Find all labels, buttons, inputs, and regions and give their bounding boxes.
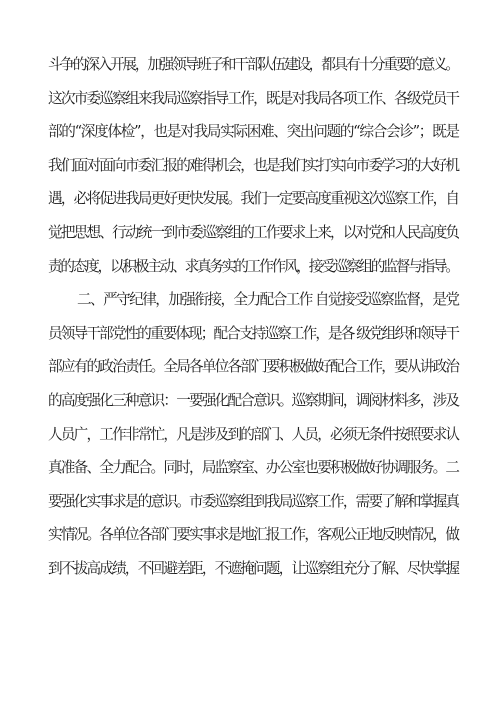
text-line: 遇，必将促进我局更好更快发展。我们一定要高度重视这次巡察工作，自 bbox=[48, 190, 459, 208]
text-line: 部的“深度体检”，也是对我局实际困难、突出问题的“综合会诊”；既是 bbox=[48, 123, 459, 141]
text-line: 二、严守纪律，加强衔接，全力配合工作 自觉接受巡察监督，是党 bbox=[77, 291, 459, 309]
text-line: 这次市委巡察组来我局巡察指导工作，既是对我局各项工作、各级党员干 bbox=[48, 89, 459, 107]
text-line: 实情况。各单位各部门要实事求是地汇报工作，客观公正地反映情况，做 bbox=[48, 526, 459, 544]
text-line: 责的态度，以积极主动、求真务实的工作作风，接受巡察组的监督与指导。 bbox=[48, 257, 458, 275]
text-line: 员领导干部党性的重要体现；配合支持巡察工作，是各 级党组织和领导干 bbox=[48, 324, 459, 342]
body-text bbox=[48, 56, 460, 594]
text-line: 人员广，工作非常忙，凡是涉及到的部门、人员，必须无条件按照要求认 bbox=[48, 425, 459, 443]
text-line: 我们面对面向市委汇报的难得机会，也是我们实打实向市委学习的大好机 bbox=[48, 156, 459, 174]
text-line: 部应有的政治责任。全局各单位各部门要积极做好配合工作，要从讲政治 bbox=[48, 358, 459, 376]
text-line: 的高度强化三种意识：一要强化配合意识。巡察期间，调阅材料多，涉及 bbox=[48, 391, 459, 409]
text-line: 斗争的深入开展，加强领导班子和干部队伍建设，都具有十分重要的意义。 bbox=[48, 56, 458, 73]
text-line: 真准备、全力配合。同时，局监察室、办公室也要积极做好协调服务。二 bbox=[48, 459, 459, 477]
text-line: 要强化实事求是的意识。市委巡察组到我局巡察工作，需要了解和掌握真 bbox=[48, 492, 459, 510]
text-line: 到不拔高成绩，不回避差距，不遮掩问题，让巡察组充分了解、尽快掌握 bbox=[48, 559, 459, 577]
text-line: 觉把思想、行动统一到市委巡察组的工作要求上来，以对党和人民高度负 bbox=[48, 223, 459, 241]
